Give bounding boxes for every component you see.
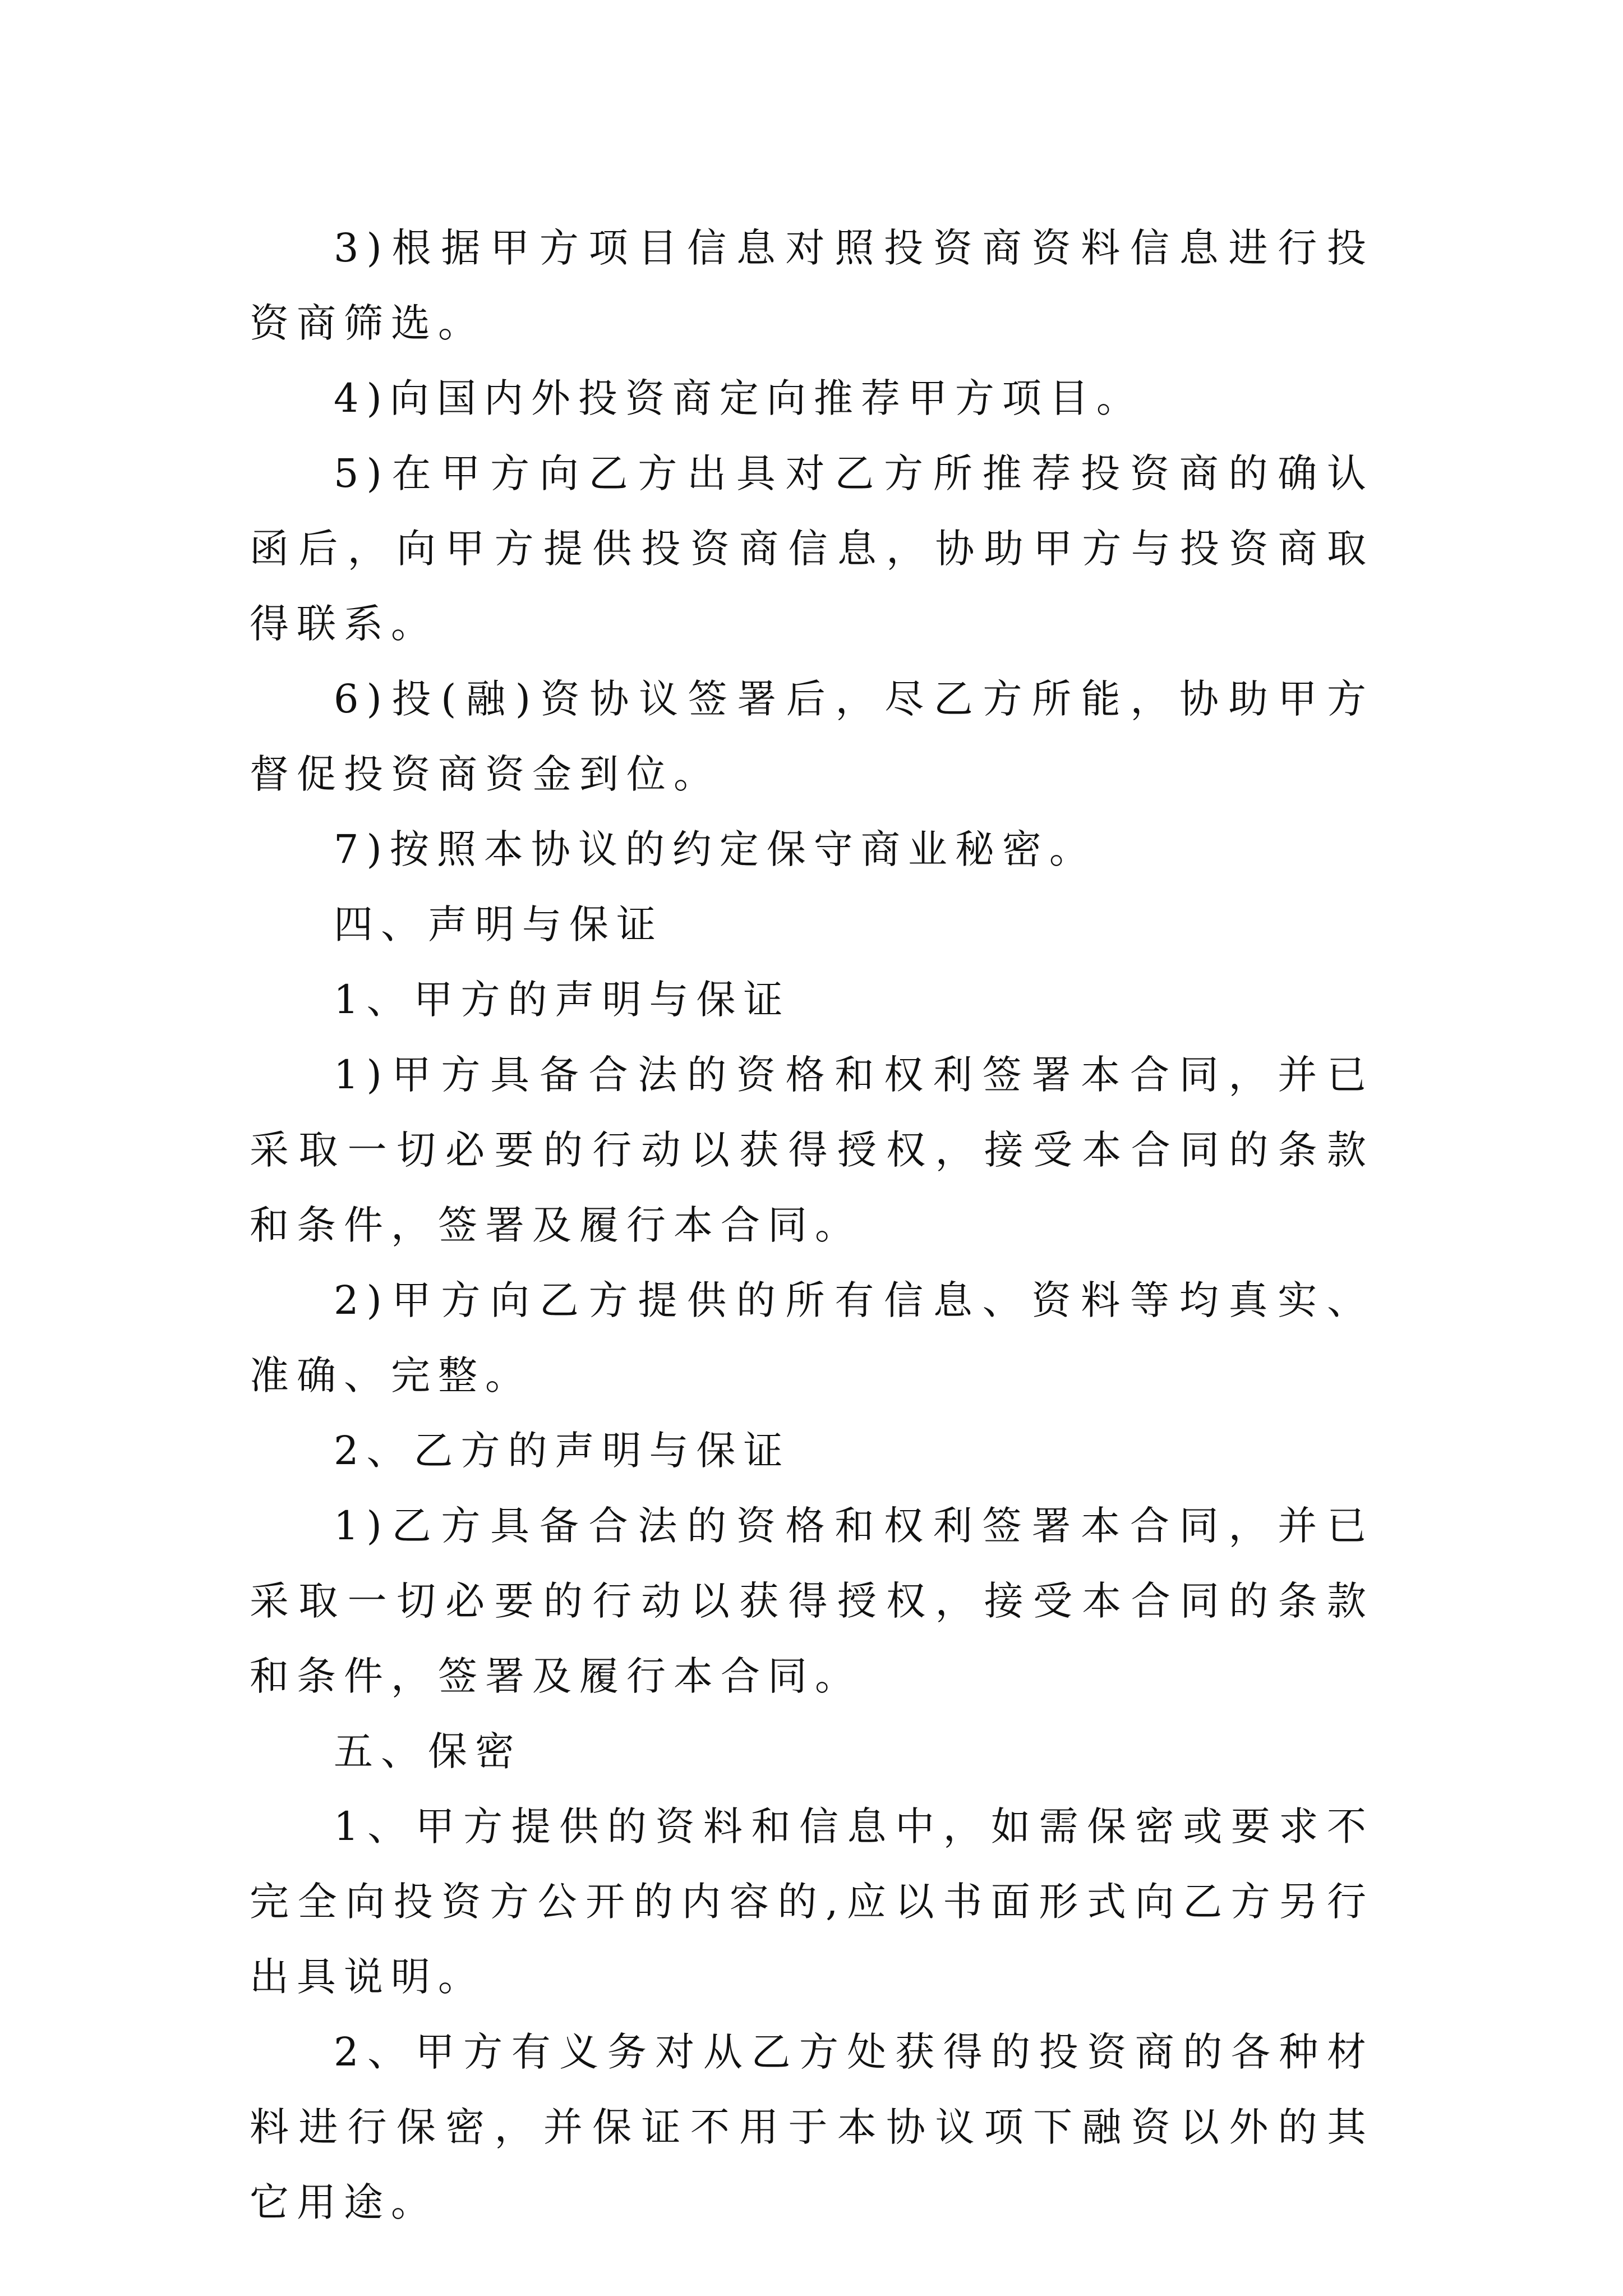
paragraph-item-3: 3)根据甲方项目信息对照投资商资料信息进行投资商筛选。	[250, 225, 1374, 346]
paragraph-party-a-1: 1)甲方具备合法的资格和权利签署本合同，并已采取一切必要的行动以获得授权，接受本合同的条款和条件，签署及履行本合同。	[250, 1052, 1374, 1248]
paragraph-party-b-1: 1)乙方具备合法的资格和权利签署本合同，并已采取一切必要的行动以获得授权，接受本合同的条款和条件，签署及履行本合同。	[250, 1503, 1374, 1699]
subsection-heading-party-a: 1、甲方的声明与保证	[334, 977, 791, 1023]
paragraph-item-4: 4)向国内外投资商定向推荐甲方项目。	[334, 375, 1144, 421]
paragraph-item-6: 6)投(融)资协议签署后，尽乙方所能，协助甲方督促投资商资金到位。	[250, 676, 1374, 797]
paragraph-party-a-2: 2)甲方向乙方提供的所有信息、资料等均真实、准确、完整。	[250, 1277, 1374, 1398]
section-heading-declarations: 四、声明与保证	[334, 901, 663, 947]
document-body	[250, 210, 1374, 2240]
paragraph-confidentiality-2: 2、甲方有义务对从乙方处获得的投资商的各种材料进行保密，并保证不用于本协议项下融资以外的其它用途。	[250, 2029, 1374, 2225]
paragraph-item-7: 7)按照本协议的约定保守商业秘密。	[334, 826, 1096, 872]
paragraph-confidentiality-1: 1、甲方提供的资料和信息中，如需保密或要求不完全向投资方公开的内容的,应以书面形式向乙方另行出具说明。	[250, 1803, 1374, 2000]
paragraph-item-5: 5)在甲方向乙方出具对乙方所推荐投资商的确认函后，向甲方提供投资商信息，协助甲方与投资商取得联系。	[250, 450, 1374, 647]
subsection-heading-party-b: 2、乙方的声明与保证	[334, 1428, 791, 1474]
section-heading-confidentiality: 五、保密	[334, 1728, 522, 1774]
